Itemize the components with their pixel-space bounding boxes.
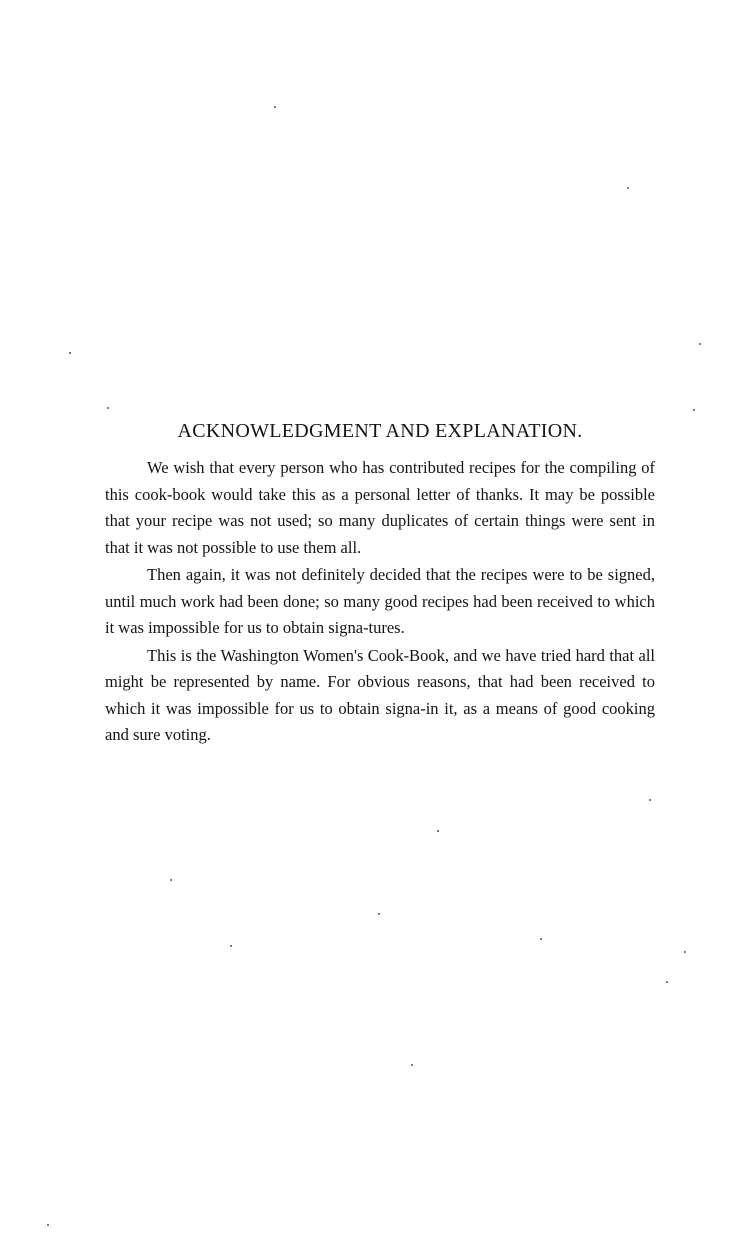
- scan-speck: [69, 352, 71, 354]
- page-title: ACKNOWLEDGMENT AND EXPLANATION.: [177, 420, 583, 442]
- scan-speck: [693, 409, 695, 411]
- paragraph-2: Then again, it was not definitely decided that the recipes were to be signed, until much work had been done; so many good recipes had been received to which it was impossible for us to obtain signa-tures.: [105, 565, 655, 637]
- paragraph-1: We wish that every person who has contributed recipes for the compiling of this cook-book would take this as a personal letter of thanks. It may be possible that your recipe was not used; so many duplicates of certain things were sent in that it was not possible to use them all.: [105, 458, 655, 557]
- scan-speck: [230, 945, 232, 947]
- scan-speck: [378, 913, 380, 915]
- scan-speck: [627, 187, 629, 189]
- scan-speck: [107, 407, 109, 409]
- scan-speck: [47, 1224, 49, 1226]
- scan-speck: [411, 1064, 413, 1066]
- scan-speck: [649, 799, 651, 801]
- body-text: [105, 455, 655, 750]
- paragraph-3: This is the Washington Women's Cook-Book, and we have tried hard that all might be represented by name. For obvious reasons, that had been received to which it was impossible for us to obtain signa-in it, as a means of good cooking and sure voting.: [105, 645, 655, 744]
- scan-speck: [274, 106, 276, 108]
- scan-speck: [684, 951, 686, 953]
- scan-speck: [437, 830, 439, 832]
- scan-speck: [699, 343, 701, 345]
- scan-speck: [540, 938, 542, 940]
- scan-speck: [666, 981, 668, 983]
- scan-speck: [170, 879, 172, 881]
